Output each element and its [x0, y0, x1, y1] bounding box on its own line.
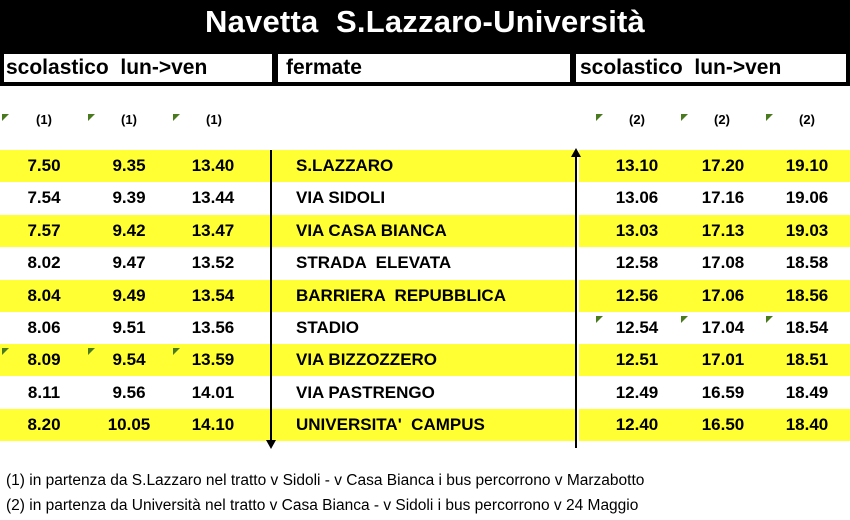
note-flag-icon	[88, 114, 95, 121]
return-direction-line	[575, 156, 577, 448]
return-time: 12.49	[615, 382, 659, 402]
outbound-time: 8.11	[27, 382, 61, 402]
arrow-down-icon	[266, 440, 276, 449]
return-time: 12.58	[615, 253, 659, 273]
note-flag-icon	[88, 348, 95, 355]
outbound-time: 9.49	[112, 285, 146, 305]
return-time: 13.03	[615, 220, 659, 240]
note-label: (1)	[206, 112, 222, 127]
stop-name: STRADA ELEVATA	[296, 253, 452, 273]
outbound-time: 13.59	[191, 350, 235, 370]
footnote-2: (2) in partenza da Università nel tratto v Casa Bianca - v Sidoli i bus percorrono v 24 Maggio	[6, 497, 639, 514]
return-time: 12.51	[615, 350, 659, 370]
note-label: (2)	[714, 112, 730, 127]
outbound-time: 10.05	[107, 415, 151, 435]
return-time: 17.04	[701, 318, 745, 337]
outbound-time: 9.56	[112, 382, 146, 402]
table-row	[0, 182, 850, 214]
stop-name: VIA PASTRENGO	[296, 382, 435, 402]
stop-name: VIA SIDOLI	[296, 188, 386, 208]
note-flag-icon	[766, 316, 773, 323]
return-time: 17.01	[701, 350, 745, 370]
outbound-time: 8.02	[27, 253, 61, 273]
return-time: 12.40	[615, 415, 659, 435]
outbound-time: 8.06	[27, 318, 61, 337]
stop-name: S.LAZZARO	[296, 156, 394, 175]
return-time: 17.16	[701, 188, 745, 208]
outbound-time: 14.01	[191, 382, 235, 402]
return-time: 12.54	[615, 318, 659, 337]
return-time: 19.10	[785, 156, 829, 175]
header-stops: fermate	[278, 54, 570, 82]
return-time: 16.50	[701, 415, 745, 435]
return-time: 16.59	[701, 382, 745, 402]
return-time: 19.06	[785, 188, 829, 208]
note-flag-icon	[2, 348, 9, 355]
outbound-time: 9.47	[112, 253, 146, 273]
return-time: 17.13	[701, 220, 745, 240]
outbound-time: 8.20	[27, 415, 61, 435]
page-title: Navetta S.Lazzaro-Università	[205, 4, 645, 39]
stop-name: VIA CASA BIANCA	[296, 220, 447, 240]
table-row	[0, 312, 850, 344]
footnote-1: (1) in partenza da S.Lazzaro nel tratto v Sidoli - v Casa Bianca i bus percorrono v Marzabotto	[6, 472, 645, 489]
header-return: scolastico lun->ven	[576, 54, 846, 82]
stop-name: UNIVERSITA' CAMPUS	[296, 415, 485, 435]
note-flag-icon	[173, 348, 180, 355]
note-label: (1)	[121, 112, 137, 127]
outbound-time: 9.51	[112, 318, 146, 337]
table-row	[0, 409, 850, 441]
note-flag-icon	[173, 114, 180, 121]
return-time: 18.54	[785, 318, 829, 337]
outbound-time: 8.04	[27, 285, 61, 305]
table-row	[0, 215, 850, 247]
table-row	[0, 280, 850, 312]
stop-name: STADIO	[296, 318, 359, 337]
return-time: 13.06	[615, 188, 659, 208]
stop-name: VIA BIZZOZZERO	[296, 350, 438, 370]
return-time: 18.51	[785, 350, 829, 370]
outbound-direction-line	[270, 150, 272, 440]
outbound-time: 13.52	[191, 253, 235, 273]
outbound-time: 13.56	[191, 318, 235, 337]
outbound-time: 13.47	[191, 220, 235, 240]
table-row	[0, 247, 850, 279]
return-time: 17.08	[701, 253, 745, 273]
return-time: 12.56	[615, 285, 659, 305]
return-time: 17.20	[701, 156, 745, 175]
note-label: (2)	[629, 112, 645, 127]
note-label: (2)	[799, 112, 815, 127]
outbound-time: 9.42	[112, 220, 146, 240]
return-time: 19.03	[785, 220, 829, 240]
header-outbound: scolastico lun->ven	[4, 54, 272, 82]
outbound-time: 9.39	[112, 188, 146, 208]
note-flag-icon	[681, 114, 688, 121]
outbound-time: 9.54	[112, 350, 146, 370]
note-flag-icon	[596, 316, 603, 323]
outbound-time: 13.40	[191, 156, 235, 175]
outbound-time: 14.10	[191, 415, 235, 435]
return-time: 18.58	[785, 253, 829, 273]
note-flag-icon	[681, 316, 688, 323]
return-time: 18.49	[785, 382, 829, 402]
return-time: 13.10	[615, 156, 659, 175]
outbound-time: 7.50	[27, 156, 61, 175]
return-time: 17.06	[701, 285, 745, 305]
outbound-time: 13.54	[191, 285, 235, 305]
note-label: (1)	[36, 112, 52, 127]
arrow-up-icon	[571, 148, 581, 157]
outbound-time: 7.54	[27, 188, 61, 208]
note-flag-icon	[596, 114, 603, 121]
table-row	[0, 150, 850, 182]
note-flag-icon	[766, 114, 773, 121]
return-time: 18.56	[785, 285, 829, 305]
outbound-time: 9.35	[112, 156, 146, 175]
outbound-time: 7.57	[27, 220, 61, 240]
note-flag-icon	[2, 114, 9, 121]
outbound-time: 13.44	[191, 188, 235, 208]
return-time: 18.40	[785, 415, 829, 435]
table-row	[0, 377, 850, 409]
stop-name: BARRIERA REPUBBLICA	[296, 285, 506, 305]
outbound-time: 8.09	[27, 350, 61, 370]
table-row	[0, 344, 850, 376]
